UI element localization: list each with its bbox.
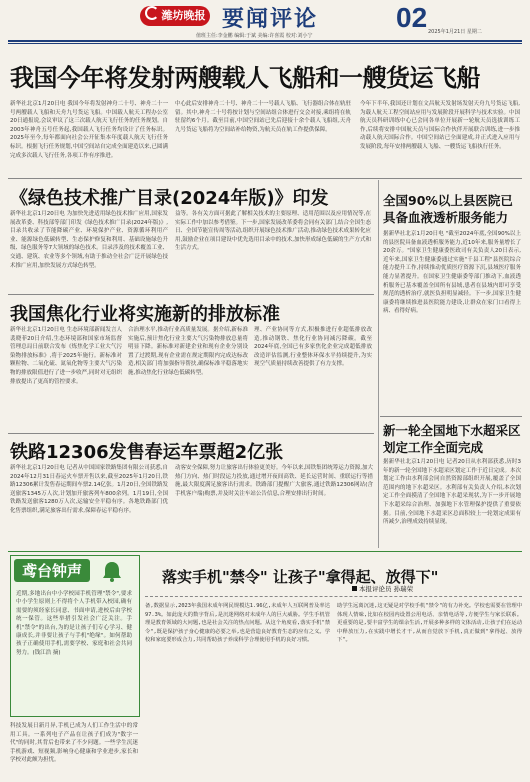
divider xyxy=(8,178,522,179)
lead-headline: 我国今年将发射两艘载人飞船和一艘货运飞船 xyxy=(10,64,480,92)
phone-ban-col3: 助学生远离沉迷,这无疑是对学校手机"禁令"的有力补充。学校也需要在管理中体现人情味,比如在校园内设置公用电话、亲情电话等,方便学生与家长联系。更重要的是,要丰富学生的课余生活,开展多种多样的文体活动,让孩子们在运动中释放压力,在实践中增长才干,从而自觉放下手机,真正做到"拿得起、放得下"。 xyxy=(337,603,522,644)
lead-article-col2: 中心此后安排神舟二十号、神舟二十一号载人飞船、飞行器组合体在轨驻留。其中,神舟二十号将按计划与空间站组合体进行交会对接,乘组将在轨驻留约6个月。截至目前,中国空间站已先后迎接十余个载人飞船组,天舟九号货运飞船将为空间站补给物资,为航天员在轨工作提供保障。 xyxy=(175,101,351,133)
rail-col1: 新华社北京1月20日电 记者从中国国家铁路集团有限公司获悉,自2024年12月31日春运火车票开售以来,截至2025年1月20日,铁路12306累计发售春运期间车票2.14亿张。1月20日,全国铁路发送旅客1345万人次,计划加开旅客列车800余列。1月19日,全国铁路发送旅客1280万人次,运输安全平稳有序。各地铁路部门优化售票组织,满足旅客出行需求,保障春运平稳有序。 xyxy=(10,465,168,514)
bell-icon xyxy=(100,560,124,582)
masthead-rule xyxy=(8,40,522,42)
newspaper-logo xyxy=(140,6,210,26)
green-tech-col2: 益等。各有关方面可据此了解相关技术的主要原理、适用范围以及应用情况等,在实际工作中加以参考借鉴。下一步,国家发展改革委将会同有关部门,结合全国生态日、全国节能宣传周等活动,组织开展绿色技术推广活动,推动绿色技术成果转化应用,鼓励企业在项目建设中优先选用目录中的技术,加快形成绿色低碳的生产方式和生活方式。 xyxy=(175,211,371,252)
square-bullet-icon xyxy=(352,586,357,591)
divider xyxy=(8,294,374,295)
dotted-divider xyxy=(145,596,522,597)
section-title: 要闻评论 xyxy=(222,6,319,32)
phone-ban-col1: 科技发展日新月异,手机已成为人们工作生活中的常用工具。一系列电子产品在让孩子们成为"数字一代"的同时,其背后也带来了不少问题。一些学生沉迷手机游戏、短视频,影响身心健康和学业进步,家长和学校对此颇为担忧。 xyxy=(10,723,138,764)
coke-col2: 合治理水平,推动行业高质量发展。据介绍,新标准实施后,预计焦化行业主要大气污染物排放总量将明显下降。新标准对新建企业和现有企业分别设置了过渡期,现有企业需在规定期限内完成达标改造,相关部门将加强指导帮扶,确保标准平稳落地实施,推动焦化行业绿色低碳转型。 xyxy=(128,327,248,376)
coke-col1: 新华社北京1月20日电 生态环境部新闻发言人裴晓菲20日介绍,生态环境部和国家市场监督管理总局日前联合发布《炼焦化学工业大气污染物排放标准》,将于2025年施行。新标准对颗粒物、二氧化硫、氮氧化物等主要大气污染物的排放限值进行了进一步收严,同时对无组织排放提出了更高的管控要求。 xyxy=(10,327,122,385)
column-divider xyxy=(378,180,379,548)
logo-text: 潍坊晚报 xyxy=(161,9,206,22)
swirl-logo-icon xyxy=(145,6,159,20)
divider xyxy=(8,551,522,552)
masthead-rule-thin xyxy=(8,43,522,44)
bell-column-title: 鸢台钟声 xyxy=(14,559,90,582)
lead-article-col1: 新华社北京1月20日电 我国今年将发射神舟二十号、神舟二十一号两艘载人飞船和天舟九号货运飞船。中国载人航天工程办公室20日通报说,会议审议了这三次载人航天飞行任务的任务规划。自2003年神舟五号任务起,我国载人飞行任务均设计了任务标识。2025年至今,每年都面向社会公开征集本年度载人航天飞行任务标识。根据飞行任务规划,中国空间站自完成全面建造以来,已圆满完成多次载人飞行任务,各项工作有序推进。 xyxy=(10,101,168,159)
rail-col2: 动客安全保障,努力让旅客出行体验更美好。今年以来,国铁集团统筹运力资源,加大热门方向、热门时段运力投放,通过增开夜间高铁、延长运营时间、重联运行等措施,最大限度满足旅客出行需求。铁路部门提醒广大旅客,通过铁路12306网站(含手机客户端)购票,并及时关注车站公告信息,合理安排出行时间。 xyxy=(175,465,373,497)
divider xyxy=(380,416,522,417)
staff-credits: 值班主任:李金鹏 编辑:于斌 美编:许喜霞 校对:刘小宁 xyxy=(196,33,313,39)
phone-ban-col2: 备,数据显示,2023年我国未成年网民规模达1.96亿,未成年人互联网普及率达97.3%。如此庞大的数字背后,是沉迷网络对未成年人的巨大威胁。学生手机管理是教育领域的大问题,也是社会关注的热点问题。从这个角度看,落实手机"禁令",既是保护孩子身心健康的必要之举,也是营造良好教育生态的应有之义。学校和家庭要形成合力,共同帮助孩子养成科学合理使用手机的良好习惯。 xyxy=(145,603,330,644)
phone-ban-byline xyxy=(352,584,413,593)
green-tech-headline: 《绿色技术推广目录(2024年版)》印发 xyxy=(10,188,329,209)
groundwater-headline: 新一轮全国地下水超采区划定工作全面完成 xyxy=(383,423,521,455)
green-tech-col1: 新华社北京1月20日电 为加快先进适用绿色技术推广应用,国家发展改革委、科技部等部门印发《绿色技术推广目录(2024年版)》,目录共收录了节能降碳产业、环境保护产业、资源循环利用产业、能源绿色低碳转型、生态保护修复和利用、基础设施绿色升级、绿色服务等7大领域的绿色技术。目录涉及的技术覆盖工业、交通、建筑、农业等多个领域,有助于推动全社会广泛开展绿色技术推广应用,加快发展方式绿色转型。 xyxy=(10,211,168,269)
lead-article-col3: 今年下半年,我国还计划在文昌航天发射场发射天舟九号货运飞船,为载人航天工程空间站应用与发展阶段开展科学与技术实验。中国航天员科研训练中心已会同各单位开展新一轮航天员选拔训练工作,后续将安排中国航天员与国际合作伙伴开展联合训练,进一步推动载人航天国际合作。中国空间站已全面建成,并正式进入应用与发展阶段,每年安排两艘载人飞船、一艘货运飞船执行任务。 xyxy=(360,101,520,150)
groundwater-body: 据新华社北京1月20日电 记者20日从水利部获悉,历时3年的新一轮全国地下水超采区划定工作于近日完成。本次划定工作由水利部会同自然资源部组织开展,覆盖了全国范围内的地下水超采区。水利部有关负责人介绍,本次划定工作全面摸清了全国地下水超采现状,为下一步开展地下水超采综合治理、加强地下水管理保护提供了重要依据。目前,全国地下水超采区总面积较上一轮划定成果有所减少,治理成效持续显现。 xyxy=(383,459,521,526)
rail-headline: 铁路12306发售春运车票超2亿张 xyxy=(10,442,284,463)
dialysis-body: 据新华社北京1月20日电 "截至2024年底,全国90%以上的县医院具备血液透析服务能力,近10年来,服务量增长了20余万。"国家卫生健康委医政司有关负责人20日表示,近年来,国家卫生健康委通过实施"千县工程"县医院综合能力提升工作,持续推动优质医疗资源下沉,县域医疗服务能力显著提升。在国家卫生健康委等部门推动下,血液透析服务已基本覆盖全国所有县域,患者在县域内即可享受规范的透析治疗,就医负担明显减轻。下一步,国家卫生健康委将继续推进县医院能力建设,让群众在家门口看得上病、看得好病。 xyxy=(383,231,521,315)
divider xyxy=(8,433,374,434)
dialysis-headline: 全国90%以上县医院已具备血液透析服务能力 xyxy=(383,193,513,225)
page-number: 02 xyxy=(396,2,428,33)
bell-column-body: 近期,多地出台中小学校园手机管理"禁令",要求中小学生原则上不得将个人手机带入校园,确有需要的须经家长同意、书面申请,进校后由学校统一保管。这些举措引发社会广泛关注。手机"禁令"的出台,为的是让孩子们专心学习、健康成长,并非要让孩子与手机"绝缘"。如何帮助孩子正确使用手机,需要学校、家庭和社会共同努力。(钱江浩 摘) xyxy=(16,591,132,656)
coke-col3: 理、产业协同等方式,积极推进行业超低排放改造,推动钢铁、焦化行业协同减污降碳。截至2024年底,全国已有多家焦化企业完成超低排放改造评估监测,行业整体环保水平持续提升,为实现空气质量持续改善提供了有力支撑。 xyxy=(254,327,372,368)
issue-date: 2025年1月21日 星期二 xyxy=(428,29,482,35)
coke-headline: 我国焦化行业将实施新的排放标准 xyxy=(10,304,280,325)
phone-ban-headline: 落实手机"禁令" 让孩子"拿得起、放得下" xyxy=(162,568,439,586)
byline-text: 本报评论员 孙瑞荣 xyxy=(359,585,414,593)
